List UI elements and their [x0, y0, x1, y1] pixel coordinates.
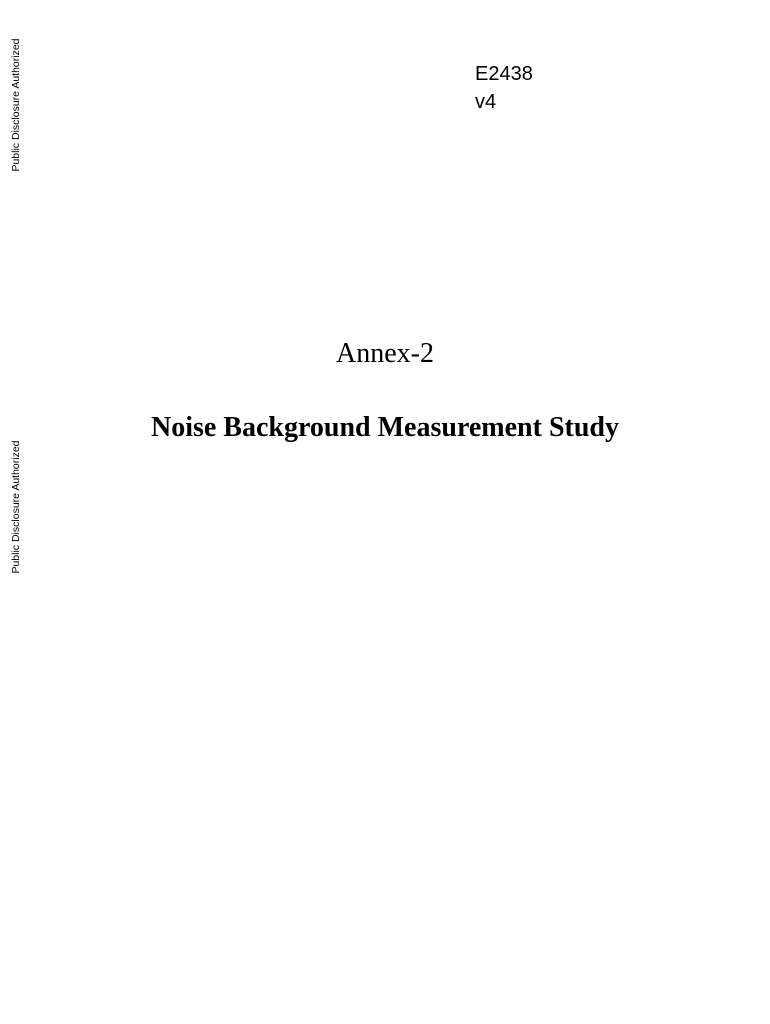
report-number: E2438 — [475, 63, 533, 85]
report-identifier — [475, 60, 533, 116]
public-disclosure-stamp-top: Public Disclosure Authorized — [9, 38, 22, 172]
public-disclosure-stamp-middle: Public Disclosure Authorized — [9, 440, 22, 574]
report-version: v4 — [475, 91, 497, 113]
annex-label: Annex-2 — [336, 338, 434, 369]
document-title: Noise Background Measurement Study — [150, 412, 619, 443]
